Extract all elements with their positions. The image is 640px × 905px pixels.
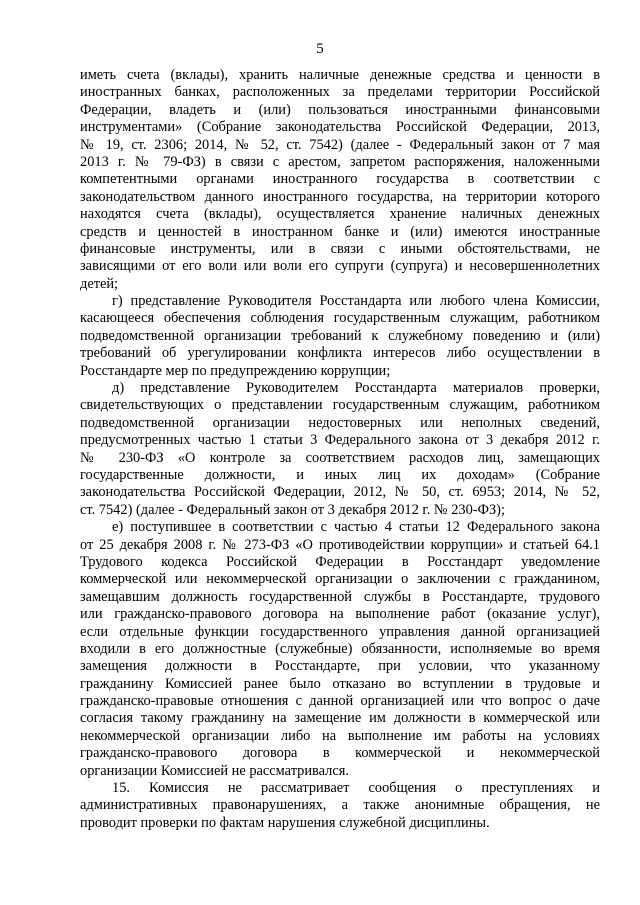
- text-line: д) представление Руководителем Росстандарта материалов проверки,: [112, 380, 600, 397]
- text-line: замещавшим должность государственной службы в Росстандарте, трудового: [80, 588, 600, 605]
- text-line: коммерческой или некоммерческой организации о заключении с гражданином,: [80, 571, 600, 588]
- text-line: Трудового кодекса Российской Федерации в Росстандарт уведомление: [80, 553, 600, 570]
- text-line: е) поступившее в соответствии с частью 4 статьи 12 Федерального закона: [112, 519, 600, 536]
- page-number: 5: [316, 41, 324, 57]
- text-line: входили в его должностные (служебные) обязанности, исполняемые во время: [80, 640, 600, 657]
- text-line: иностранных банках, расположенных за пределами территории Российской: [80, 84, 600, 101]
- paragraph-g: [80, 293, 600, 380]
- text-line: если отдельные функции государственного управления данной организацией: [80, 623, 600, 640]
- text-line: от 25 декабря 2008 г. № 273-ФЗ «О противодействии коррупции» и статьей 64.1: [80, 536, 600, 553]
- text-line: подведомственной организации недостоверных или неполных сведений,: [80, 414, 600, 431]
- text-line: гражданину Комиссией ранее было отказано во вступлении в трудовые и: [80, 675, 600, 692]
- text-line: Федерации, владеть и (или) пользоваться иностранными финансовыми: [80, 101, 600, 118]
- text-line: компетентными органами иностранного государства в соответствии с: [80, 171, 600, 188]
- paragraph-e: [80, 519, 600, 780]
- text-line: находятся счета (вклады), осуществляется хранение наличных денежных: [80, 206, 600, 223]
- text-line: 2013 г. № 79-ФЗ) в связи с арестом, запретом распоряжения, наложенными: [80, 153, 600, 170]
- document-body: [80, 67, 600, 832]
- text-line: согласия такому гражданину на замещение им должности в коммерческой или: [80, 710, 600, 727]
- text-line: законодательством данного иностранного государства, на территории которого: [80, 188, 600, 205]
- text-line: или гражданско-правового договора на выполнение работ (оказание услуг),: [80, 606, 600, 623]
- text-line: № 230-ФЗ «О контроле за соответствием расходов лиц, замещающих: [80, 449, 600, 466]
- text-line: г) представление Руководителя Росстандарта или любого члена Комиссии,: [112, 293, 600, 310]
- text-line: средств и ценностей в иностранном банке и (или) имеются иностранные: [80, 223, 600, 240]
- text-line: ст. 7542) (далее - Федеральный закон от 3 декабря 2012 г. № 230-ФЗ);: [80, 501, 505, 518]
- text-line: инструментами» (Собрание законодательства Российской Федерации, 2013,: [80, 119, 600, 136]
- text-line: законодательства Российской Федерации, 2012, № 50, ст. 6953; 2014, № 52,: [80, 484, 600, 501]
- text-line: государственные должности, и иных лиц их доходам» (Собрание: [80, 466, 600, 483]
- text-line: свидетельствующих о представлении государственным служащим, работником: [80, 397, 600, 414]
- text-line: требований об урегулировании конфликта интересов либо осуществлении в: [80, 345, 600, 362]
- paragraph-d: [80, 380, 600, 519]
- paragraph-p15: [80, 780, 600, 832]
- text-line: подведомственной организации требований к служебному поведению и (или): [80, 327, 600, 344]
- text-line: 15. Комиссия не рассматривает сообщения о преступлениях и: [112, 780, 600, 797]
- text-line: организации Комиссией не рассматривался.: [80, 762, 349, 779]
- text-line: № 19, ст. 2306; 2014, № 52, ст. 7542) (далее - Федеральный закон от 7 мая: [80, 136, 600, 153]
- text-line: финансовые инструменты, или в связи с иными обстоятельствами, не: [80, 240, 600, 257]
- text-line: проводит проверки по фактам нарушения служебной дисциплины.: [80, 814, 490, 831]
- text-line: иметь счета (вклады), хранить наличные денежные средства и ценности в: [80, 67, 600, 83]
- text-line: гражданско-правовые отношения с данной организацией или что вопрос о даче: [80, 693, 600, 710]
- text-line: некоммерческой организации либо на выполнение им работы на условиях: [80, 727, 600, 744]
- text-line: зависящими от его воли или воли его супруги (супруга) и несовершеннолетних: [80, 258, 600, 275]
- text-line: касающееся обеспечения соблюдения государственным служащим, работником: [80, 310, 600, 327]
- text-line: административных правонарушениях, а также анонимные обращения, не: [80, 797, 600, 814]
- text-line: замещения должности в Росстандарте, при условии, что указанному: [80, 658, 600, 675]
- text-line: гражданско-правового договора в коммерческой и некоммерческой: [80, 745, 600, 762]
- text-line: предусмотренных частью 1 статьи 3 Федерального закона от 3 декабря 2012 г.: [80, 432, 600, 449]
- text-line: детей;: [80, 275, 119, 292]
- text-line: Росстандарте мер по предупреждению коррупции;: [80, 362, 391, 379]
- paragraph-cont: [80, 67, 600, 293]
